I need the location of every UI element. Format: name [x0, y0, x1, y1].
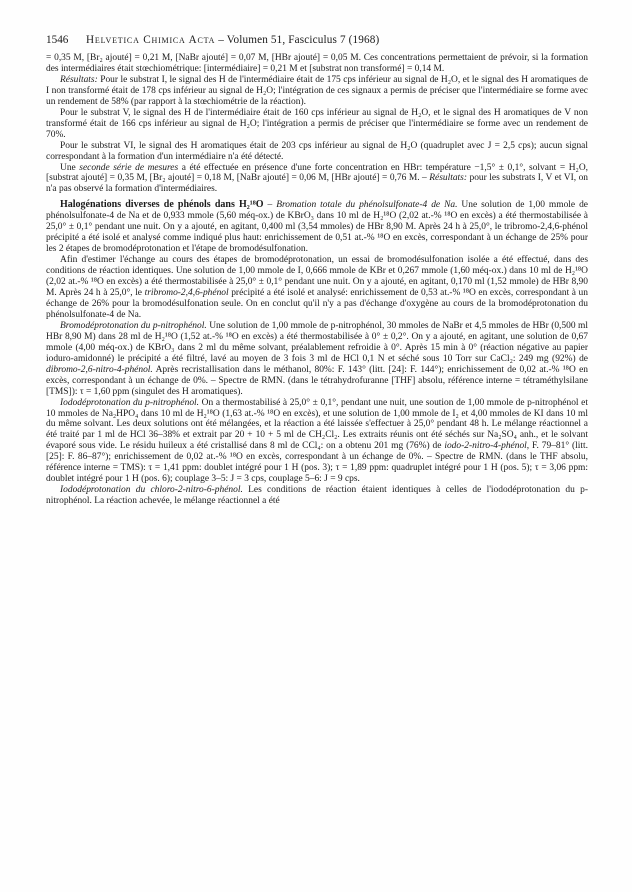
paragraph-3: Pour le substrat V, le signal des H de l'intermédiaire était de 160 cps inférieur au signal de H₂O, et le signal des H aromatiques de V non transformé était de 166 cps inférieur au signal de H₂O; l'intégration a permis de préciser que l'intermédiaire se forme avec un rendement de 70%.	[46, 107, 588, 140]
paragraph-5: Une seconde série de mesures a été effectuée en présence d'une forte concentration en HBr: température −1,5° ± 0,1°, solvant = H₂O, [substrat ajouté] = 0,35 M, [Br₂ ajouté] = 0,18 M, [NaBr ajouté] = 0,06 M, [HBr ajouté] = 0,76 M. – Résultats: pour les substrats I, V et VI, on n'a pas observé la formation d'intermédiaires.	[46, 162, 589, 195]
journal-name: Helvetica Chimica Acta	[86, 34, 216, 46]
section-heading: Halogénations diverses de phénols dans H₂¹⁸O	[60, 199, 264, 211]
running-header	[46, 34, 588, 46]
body-text	[46, 53, 588, 507]
running-title	[86, 34, 379, 46]
paragraph-1: = 0,35 M, [Br₂ ajouté] = 0,21 M, [NaBr ajouté] = 0,07 M, [HBr ajouté] = 0,05 M. Ces concentrations permettaient de prévoir, si la formation des intermédiaires était stœchiométrique: [intermédiaire] = 0,21 M et [substrat non transformé] = 0,14 M.	[46, 53, 588, 74]
paragraph-9: Iododéprotonation du p-nitrophénol. On a thermostabilisé à 25,0° ± 0,1°, pendant une nuit, une soution de 1,00 mmole de p-nitrophénol et 10 mmoles de Na₂HPO₄ dans 10 ml de H₂¹⁸O (1,63 at.-% ¹⁸O en excès), et une solution de 1,00 mmole de I₂ et 4,00 mmoles de KI dans 10 ml du même solvant. Les deux solutions ont été mélangées, et la réaction a été laissée s'effectuer à 25,0° pendant 48 h. Le mélange réactionnel a été traité par 1 ml de HCl 36–38% et extrait par 20 + 10 + 5 ml de CH₂Cl₂. Les extraits réunis ont été séchés sur Na₂SO₄ anh., et le solvant évaporé sous vide. Le résidu huileux a été cristallisé dans 8 ml de CCl₄: on a obtenu 201 mg (76%) de iodo-2-nitro-4-phénol, F. 79–81° (litt. [25]: F. 86–87°); enrichissement de 0,02 at.-% ¹⁸O en excès, correspondant à un échange de 0%. – Spectre de RMN. (dans le THF absolu, référence interne = TMS): τ = 1,41 ppm: doublet intégré pour 1 H (pos. 3); τ = 1,89 ppm: quadruplet intégré pour 1 H (pos. 5); τ = 3,06 ppm: doublet intégré pour 1 H (pos. 6); couplage 3–5: J = 3 cps, couplage 5–6: J = 9 cps.	[46, 397, 589, 485]
paragraph-7: Afin d'estimer l'échange au cours des étapes de bromodéprotonation, un essai de bromodésulfonation isolée a été effectué, dans des conditions de réaction identiques. Une solution de 1,00 mmole de I, 0,666 mmole de KBr et 0,267 mmole (1,60 méq-ox.) dans 10 ml de H₂¹⁸O (2,02 at.-% ¹⁸O en excès) a été thermostabilisée à 25,0° ± 0,1° pendant une nuit. On y a ajouté, en agitant, 0,170 ml (1,52 mmole) de HBr 8,90 M. Après 24 h à 25,0°, le tribromo-2,4,6-phénol précipité a été isolé et analysé: enrichissement de 0,53 at.-% ¹⁸O en excès, correspondant à un échange de 26% pour la bromodésulfonation seule. On en conclut qu'il n'y a pas d'échange d'oxygène au cours de la bromodéprotonation du phénolsulfonate-4 de Na.	[46, 255, 588, 320]
page-number: 1546	[46, 34, 69, 46]
paragraph-4: Pour le substrat VI, le signal des H aromatiques était de 203 cps inférieur au signal de H₂O (quadruplet avec J = 2,5 cps); aucun signal correspondant à la formation d'un intermédiaire n'a été détecté.	[46, 140, 588, 162]
paragraph-10: Iododéprotonation du chloro-2-nitro-6-phénol. Les conditions de réaction étaient identiques à celles de l'iododéprotonation du p-nitrophénol. La réaction achevée, le mélange réactionnel a été	[46, 485, 588, 507]
paragraph-2: Résultats: Pour le substrat I, le signal des H de l'intermédiaire était de 175 cps inférieur au signal de H₂O, et le signal des H aromatiques de I non transformé était de 178 cps inférieur au signal de H₂O; l'intégration de ces signaux a permis de préciser que l'intermédiaire se forme avec un rendement de 58% (par rapport à la stœchiométrie de la réaction).	[46, 74, 588, 107]
paragraph-8: Bromodéprotonation du p-nitrophénol. Une solution de 1,00 mmole de p-nitrophénol, 30 mmoles de NaBr et 4,5 mmoles de HBr (0,500 ml HBr 8,90 M) dans 28 ml de H₂¹⁸O (1,52 at.-% ¹⁸O en excès) a été thermostabilisée à 0° ± 0,2°. On y a ajouté, en agitant, une solution de 0,67 mmole (4,00 méq-ox.) de KBrO₃ dans 2 ml du même solvant, préalablement refroidie à 0°. Après 15 min à 0° (réaction négative au papier ioduro-amidonné) le précipité a été filtré, lavé au moyen de 3 fois 3 ml de HCl 0,1 N et séché sous 10 Torr sur CaCl₂: 249 mg (92%) de dibromo-2,6-nitro-4-phénol. Après recristallisation dans le méthanol, 80%: F. 143° (litt. [24]: F. 144°); enrichissement de 0,02 at.-% ¹⁸O en excès, correspondant à un échange de 0%. – Spectre de RMN. (dans le tétrahydrofuranne [THF] absolu, référence interne = tétraméthylsilane [TMS]): τ = 1,60 ppm (singulet des H aromatiques).	[46, 320, 588, 397]
section-heading-paragraph: Halogénations diverses de phénols dans H₂¹⁸O – Bromation totale du phénolsulfonate-4 de Na. Une solution de 1,00 mmole de phénolsulfonate-4 de Na et de 0,933 mmole (5,60 méq-ox.) de KBrO₃ dans 10 ml de H₂¹⁸O (2,02 at.-% ¹⁸O en excès) a été thermostabilisée à 25,0° ± 0,1° pendant une nuit. On y a ajouté, en agitant, 0,400 ml (3,54 mmoles) de HBr 8,90 M. Après 24 h à 25,0°, le tribromo-2,4,6-phénol précipité a été isolé et analysé comme indiqué plus haut: enrichissement de 0,51 at.-% ¹⁸O en excès, correspondant à un échange de 25% pour les 2 étapes de bromodéprotonation et l'étape de bromodésulfonation.	[46, 199, 588, 255]
volume-info: – Volumen 51, Fasciculus 7 (1968)	[218, 34, 380, 46]
